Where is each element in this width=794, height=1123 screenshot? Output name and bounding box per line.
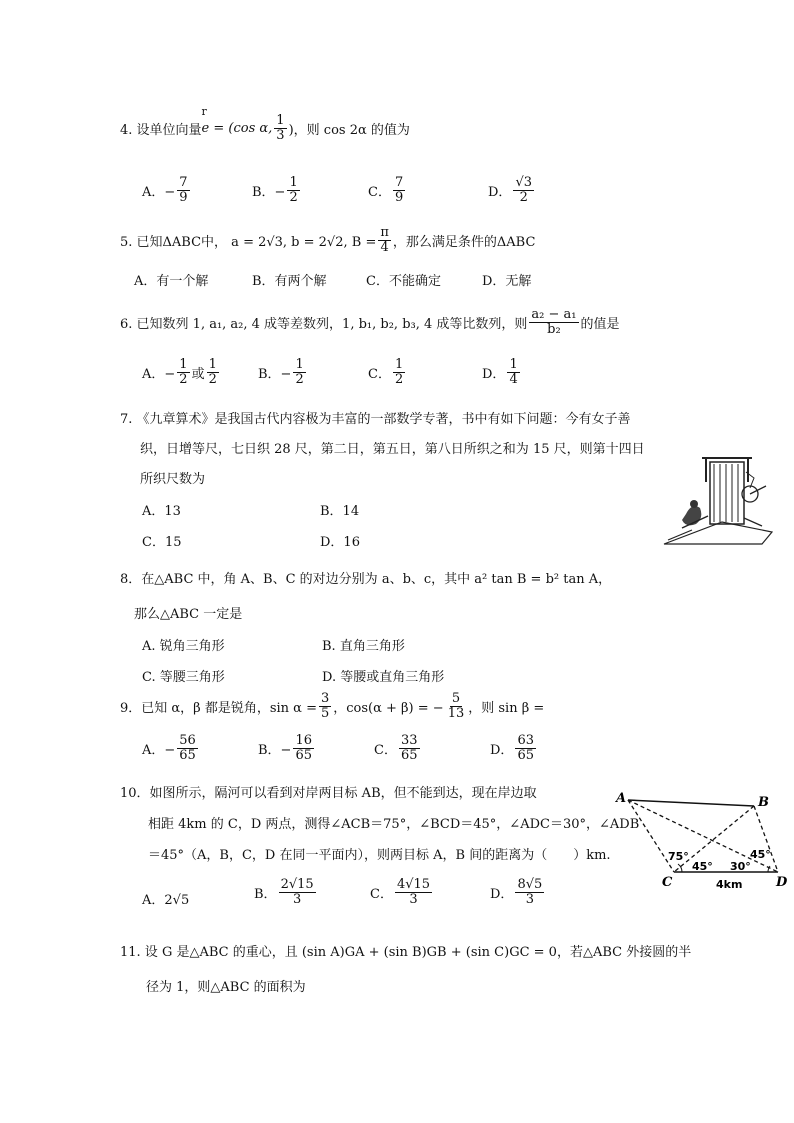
loom-illustration (662, 452, 774, 548)
q6-option-b[interactable]: B．− $\frac{1}{2}$ (258, 357, 304, 387)
q8-option-c[interactable]: C. 等腰三角形 (142, 670, 225, 685)
point-d-label: D (776, 875, 788, 890)
q6-stem-post: 的值是 (580, 316, 620, 332)
line-ab (628, 800, 754, 806)
q10-line1: 10．如图所示，隔河可以看到对岸两目标 AB，但不能到达，现在岸边取 (120, 786, 537, 801)
q9-option-d[interactable]: D． $\frac{63}{65}$ (490, 733, 534, 763)
q6-option-a[interactable]: A．− $\frac{1}{2}$ 或 $\frac{1}{2}$ (142, 357, 217, 387)
q7-option-c[interactable]: C．15 (142, 535, 182, 550)
q7-option-d[interactable]: D．16 (320, 535, 360, 550)
q8-option-d[interactable]: D. 等腰或直角三角形 (322, 670, 445, 685)
q8-option-a[interactable]: A. 锐角三角形 (142, 639, 225, 654)
q6-option-d[interactable]: D． $\frac{1}{4}$ (482, 357, 518, 387)
q10-option-b[interactable]: B． $\frac{2√15}{3}$ (254, 877, 314, 907)
q4-vector (201, 104, 273, 136)
q4-formula: e = (cos α, (201, 120, 273, 136)
q8-stem: 8．在△ABC 中，角 A、B、C 的对边分别为 a、b、c，其中 a² tan B = b² tan A， (120, 572, 612, 587)
q9-option-c[interactable]: C． $\frac{33}{65}$ (374, 733, 418, 763)
angle-adc-label: 30° (730, 860, 751, 873)
distance-label: 4km (716, 878, 743, 891)
angle-acb-label: 75° (668, 850, 689, 863)
q6-stem-pre: 6. 已知数列 1, a₁, a₂, 4 成等差数列，1, b₁, b₂, b₃, 4 成等比数列，则 (120, 316, 528, 332)
angle-adb-label: 45° (750, 848, 771, 861)
q4-stem-post: )，则 cos 2α 的值为 (288, 122, 410, 138)
q4-option-c[interactable]: C． $\frac{7}{9}$ (368, 175, 404, 205)
q9-option-a[interactable]: A．− $\frac{56}{65}$ (142, 733, 196, 763)
point-b-label: B (758, 795, 769, 810)
q7-line3: 所织尺数为 (140, 472, 206, 487)
q5-stem-post: ，那么满足条件的ΔABC (392, 234, 536, 250)
q7-option-a[interactable]: A．13 (142, 504, 181, 519)
q9-frac2: $\frac{5}{13}$ (447, 691, 465, 721)
q6-option-c[interactable]: C． $\frac{1}{2}$ (368, 357, 404, 387)
q11-line1: 11. 设 G 是△ABC 的重心，且 (sin A)GA + (sin B)GB + (sin C)GC = 0，若△ABC 外接圆的半 (120, 945, 692, 960)
q9-stem (120, 692, 544, 720)
q4-stem (120, 104, 410, 143)
q10-figure (612, 790, 792, 894)
q8-line2: 那么△ABC 一定是 (134, 607, 243, 622)
q9-stem-post: ，则 sin β = (468, 700, 545, 716)
q5-stem-pre: 5. 已知ΔABC中， a = 2√3, b = 2√2, B = (120, 234, 377, 250)
point-a-label: A (616, 791, 627, 806)
q6-stem (120, 308, 620, 336)
q4-stem-pre: 4. 设单位向量 (120, 122, 202, 138)
point-c-label: C (662, 875, 673, 890)
q11-line2: 径为 1，则△ABC 的面积为 (146, 980, 306, 995)
q5-frac: $\frac{\pi}{4}$ (380, 225, 389, 255)
q10-option-c[interactable]: C． $\frac{4√15}{3}$ (370, 877, 431, 907)
q10-line2: 相距 4km 的 C，D 两点，测得∠ACB＝75°，∠BCD＝45°，∠ADC＝30°，∠ADB (148, 817, 640, 832)
q10-line3: ＝45°（A，B，C，D 在同一平面内），则两目标 A，B 间的距离为（ ）km. (148, 848, 611, 863)
q5-option-d[interactable]: D．无解 (482, 274, 532, 289)
q9-option-b[interactable]: B．− $\frac{16}{65}$ (258, 733, 312, 763)
q7-line1: 7. 《九章算术》是我国古代内容极为丰富的一部数学专著，书中有如下问题：今有女子善 (120, 412, 631, 427)
q10-option-d[interactable]: D． $\frac{8√5}{3}$ (490, 877, 543, 907)
q8-option-b[interactable]: B. 直角三角形 (322, 639, 405, 654)
q5-option-b[interactable]: B．有两个解 (252, 274, 327, 289)
q9-stem-pre: 9．已知 α，β 都是锐角，sin α = (120, 700, 317, 716)
q5-stem (120, 226, 535, 254)
angle-bcd-label: 45° (692, 860, 713, 873)
q9-frac1: $\frac{3}{5}$ (320, 691, 330, 721)
q10-option-a[interactable]: A．2√5 (142, 893, 190, 908)
q7-option-b[interactable]: B．14 (320, 504, 360, 519)
q5-option-a[interactable]: A．有一个解 (134, 274, 209, 289)
q4-option-b[interactable]: B．− $\frac{1}{2}$ (252, 175, 298, 205)
q9-stem-mid: ，cos(α + β) = − (333, 700, 444, 716)
q4-option-d[interactable]: D． $\frac{√3}{2}$ (488, 175, 532, 205)
q6-frac: $\frac{\text{a₂ − a₁}}{\text{b₂}}$ (531, 307, 577, 337)
q4-vec-mark: r (201, 104, 207, 118)
q4-option-a[interactable]: A．− $\frac{7}{9}$ (142, 175, 188, 205)
q4-frac: $\frac{1}{3}$ (276, 113, 285, 143)
q5-option-c[interactable]: C．不能确定 (366, 274, 441, 289)
q7-line2: 织，日增等尺，七日织 28 尺，第二日，第五日，第八日所织之和为 15 尺，则第十四日 (140, 442, 645, 457)
